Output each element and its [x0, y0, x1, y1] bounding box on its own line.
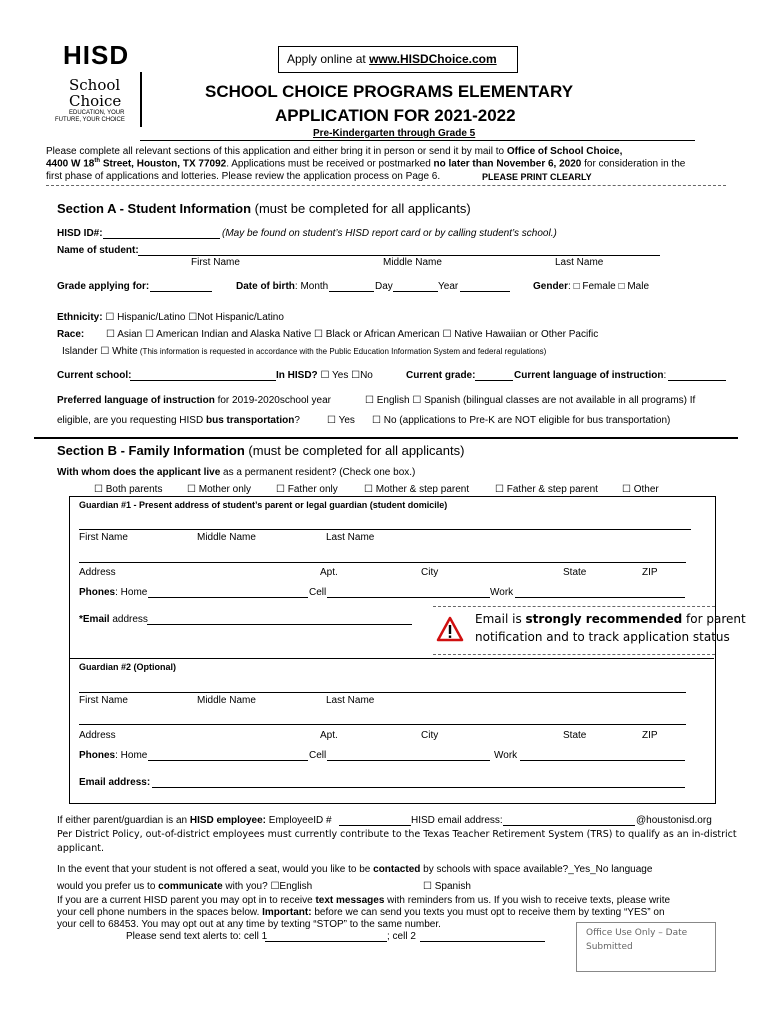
employee-label: If either parent/guardian is an HISD employee: EmployeeID #: [57, 815, 332, 826]
guardian1-zip-caption: ZIP: [642, 567, 658, 578]
text-opt-line1: If you are a current HISD parent you may opt in to receive text messages with reminders from us. If you wish to receive texts, please write: [57, 895, 671, 906]
dob-label: Date of birth: Month: [236, 281, 329, 292]
email-notice-line2: notification and to track application status: [475, 630, 730, 644]
text-alert-cell2-label: ; cell 2: [387, 931, 416, 942]
warning-icon: [436, 616, 464, 642]
communicate-spanish-checkbox[interactable]: ☐ Spanish: [423, 881, 471, 892]
apply-online-text: [287, 52, 497, 66]
student-name-label: Name of student:: [57, 245, 139, 256]
guardian2-home-phone-field[interactable]: [148, 760, 308, 761]
guardian1-name-field[interactable]: [79, 529, 691, 530]
current-grade-label: Current grade:: [406, 370, 476, 381]
guardian2-address-caption: Address: [79, 730, 116, 741]
student-first-name-caption: First Name: [191, 257, 240, 268]
dob-year-label: Year: [438, 281, 459, 292]
office-use-line2: Submitted: [586, 942, 633, 952]
office-use-line1: Office Use Only – Date: [586, 928, 688, 938]
guardian2-first-caption: First Name: [79, 695, 128, 706]
intro-line-1: Please complete all relevant sections of this application and either bring it in person or send it by mail to Office of School Choice,: [46, 146, 623, 157]
preferred-language-label: Preferred language of instruction for 2019-2020school year: [57, 395, 331, 406]
logo-school: School: [69, 76, 121, 94]
text-opt-line3: your cell to 68453. You may opt out at any time by texting “STOP” to the same number.: [57, 919, 441, 930]
guardian-box: [69, 496, 716, 804]
dob-year-field[interactable]: [460, 291, 510, 292]
notice-top-rule: [433, 606, 715, 607]
hisd-id-note: (May be found on student’s HISD report card or by calling student’s school.): [222, 228, 557, 239]
lives-with-father-step[interactable]: ☐ Father & step parent: [495, 484, 598, 495]
text-alert-cell1-field[interactable]: [265, 941, 387, 942]
section-b-title: Section B - Family Information (must be completed for all applicants): [57, 443, 465, 458]
email-notice-line1: Email is strongly recommended for parent: [475, 612, 746, 626]
guardian2-last-caption: Last Name: [326, 695, 375, 706]
employee-email-field[interactable]: [503, 825, 635, 826]
guardian2-zip-caption: ZIP: [642, 730, 658, 741]
student-middle-name-caption: Middle Name: [383, 257, 442, 268]
current-school-field[interactable]: [130, 380, 276, 381]
intro-line-3: first phase of applications and lotteries. Please review the application process on Page 6.: [46, 171, 441, 182]
race-options[interactable]: ☐ Asian ☐ American Indian and Alaska Native ☐ Black or African American ☐ Native Hawaiian or Other Pacific: [106, 329, 599, 340]
lives-with-mother-only[interactable]: ☐ Mother only: [187, 484, 251, 495]
notice-bottom-rule: [433, 654, 715, 655]
guardian2-work-field[interactable]: [520, 760, 685, 761]
hisd-id-label: HISD ID#:: [57, 228, 103, 239]
ethnicity-field[interactable]: Ethnicity: ☐ Hispanic/Latino ☐Not Hispanic/Latino: [57, 312, 284, 323]
employee-policy-line2: applicant.: [57, 843, 104, 854]
current-grade-field[interactable]: [475, 380, 513, 381]
guardian1-middle-caption: Middle Name: [197, 532, 256, 543]
bus-transportation-label: eligible, are you requesting HISD bus transportation?: [57, 415, 300, 426]
guardian2-name-field[interactable]: [79, 692, 686, 693]
text-opt-line2: your cell phone numbers in the spaces below. Important: before we can send you texts you must opt to receive them by texting “YES” on: [57, 907, 665, 918]
guardian2-cell-label: Cell: [309, 750, 327, 761]
intro-line-2: 4400 W 18th Street, Houston, TX 77092. Applications must be received or postmarked no later than November 6, 2020 for consideration in the: [46, 158, 686, 170]
logo-tagline-2: FUTURE, YOUR CHOICE: [55, 117, 125, 123]
guardian1-cell-label: Cell: [309, 587, 327, 598]
dob-day-field[interactable]: [393, 291, 438, 292]
guardian2-email-label: Email address:: [79, 777, 151, 788]
current-school-label: Current school:: [57, 370, 132, 381]
guardian2-phones-label: Phones: Home: [79, 750, 148, 761]
race-label: Race:: [57, 329, 85, 340]
apply-online-prefix: Apply online at: [287, 52, 370, 66]
student-name-field[interactable]: [138, 255, 660, 256]
grade-applying-label: Grade applying for:: [57, 281, 150, 292]
lives-with-both-parents[interactable]: ☐ Both parents: [94, 484, 163, 495]
guardian2-middle-caption: Middle Name: [197, 695, 256, 706]
print-clearly: PLEASE PRINT CLEARLY: [482, 172, 592, 182]
current-language-label: Current language of instruction:: [514, 370, 667, 381]
employee-email-label: HISD email address:: [411, 815, 503, 826]
guardian1-last-caption: Last Name: [326, 532, 375, 543]
lives-with-label: With whom does the applicant live as a permanent resident? (Check one box.): [57, 467, 416, 478]
bus-yes-checkbox[interactable]: ☐ Yes: [327, 415, 355, 426]
guardian1-work-field[interactable]: [515, 597, 685, 598]
guardian2-state-caption: State: [563, 730, 587, 741]
guardian1-phones-label: Phones: Home: [79, 587, 148, 598]
apply-online-link[interactable]: www.HISDChoice.com: [369, 52, 497, 66]
guardian2-city-caption: City: [421, 730, 439, 741]
hisd-id-field[interactable]: [103, 238, 220, 239]
dob-day-label: Day: [375, 281, 393, 292]
in-hisd-field[interactable]: In HISD? ☐ Yes ☐No: [276, 370, 373, 381]
guardian2-email-field[interactable]: [152, 787, 685, 788]
intro-divider: [46, 185, 726, 186]
dob-month-field[interactable]: [329, 291, 374, 292]
section-divider: [34, 437, 738, 439]
employee-email-domain: @houstonisd.org: [636, 815, 712, 826]
lives-with-mother-step[interactable]: ☐ Mother & step parent: [364, 484, 470, 495]
text-alert-cell2-field[interactable]: [420, 941, 545, 942]
guardian1-home-phone-field[interactable]: [148, 597, 308, 598]
guardian1-title: Guardian #1 - Present address of student’s parent or legal guardian (student domicile): [79, 500, 448, 510]
text-alert-cell1-label: Please send text alerts to: cell 1: [126, 931, 268, 942]
guardian1-address-field[interactable]: [79, 562, 686, 563]
logo-hisd: HISD: [63, 40, 130, 70]
employee-id-field[interactable]: [339, 825, 411, 826]
guardian1-email-label: *Email address: [79, 614, 148, 625]
form-title-line1: SCHOOL CHOICE PROGRAMS ELEMENTARY: [205, 82, 574, 101]
communicate-question[interactable]: would you prefer us to communicate with you? ☐English: [57, 881, 313, 892]
contacted-question[interactable]: In the event that your student is not offered a seat, would you like to be contacted by schools with space available?_Yes_No language: [57, 864, 653, 875]
guardian1-apt-caption: Apt.: [320, 567, 338, 578]
race-options-line2[interactable]: Islander ☐ White (This information is requested in accordance with the Public Education Information System and federal regulations): [62, 346, 547, 357]
logo-choice: Choice: [69, 92, 122, 110]
student-last-name-caption: Last Name: [555, 257, 604, 268]
form-subtitle: Pre-Kindergarten through Grade 5: [313, 128, 476, 139]
title-rule: [140, 140, 695, 141]
logo-tagline-1: EDUCATION, YOUR: [69, 110, 125, 116]
guardian1-email-field[interactable]: [147, 624, 412, 625]
guardian1-address-caption: Address: [79, 567, 116, 578]
bus-no-checkbox[interactable]: ☐ No (applications to Pre-K are NOT eligible for bus transportation): [372, 415, 671, 426]
guardian1-state-caption: State: [563, 567, 587, 578]
lives-with-father-only[interactable]: ☐ Father only: [276, 484, 338, 495]
form-title-line2: APPLICATION FOR 2021-2022: [275, 106, 516, 125]
gender-field[interactable]: Gender: □ Female □ Male: [533, 281, 650, 292]
section-a-title: Section A - Student Information (must be completed for all applicants): [57, 201, 471, 216]
guardian2-address-field[interactable]: [79, 724, 686, 725]
lives-with-other[interactable]: ☐ Other: [622, 484, 659, 495]
guardian1-cell-field[interactable]: [327, 597, 490, 598]
current-language-field[interactable]: [668, 380, 726, 381]
logo-divider: [140, 72, 142, 127]
guardian2-work-label: Work: [494, 750, 518, 761]
guardian2-apt-caption: Apt.: [320, 730, 338, 741]
grade-applying-field[interactable]: [150, 291, 212, 292]
preferred-language-options[interactable]: ☐ English ☐ Spanish (bilingual classes are not available in all programs) If: [365, 395, 696, 406]
guardian2-cell-field[interactable]: [327, 760, 490, 761]
guardian2-title: Guardian #2 (Optional): [79, 662, 177, 672]
guardian1-work-label: Work: [490, 587, 514, 598]
guardian2-divider: [69, 658, 714, 659]
guardian1-first-caption: First Name: [79, 532, 128, 543]
guardian1-city-caption: City: [421, 567, 439, 578]
employee-policy-line1: Per District Policy, out-of-district employees must currently contribute to the Texas Teacher Retirement System (TRS) to qualify as an in-district: [57, 829, 737, 840]
